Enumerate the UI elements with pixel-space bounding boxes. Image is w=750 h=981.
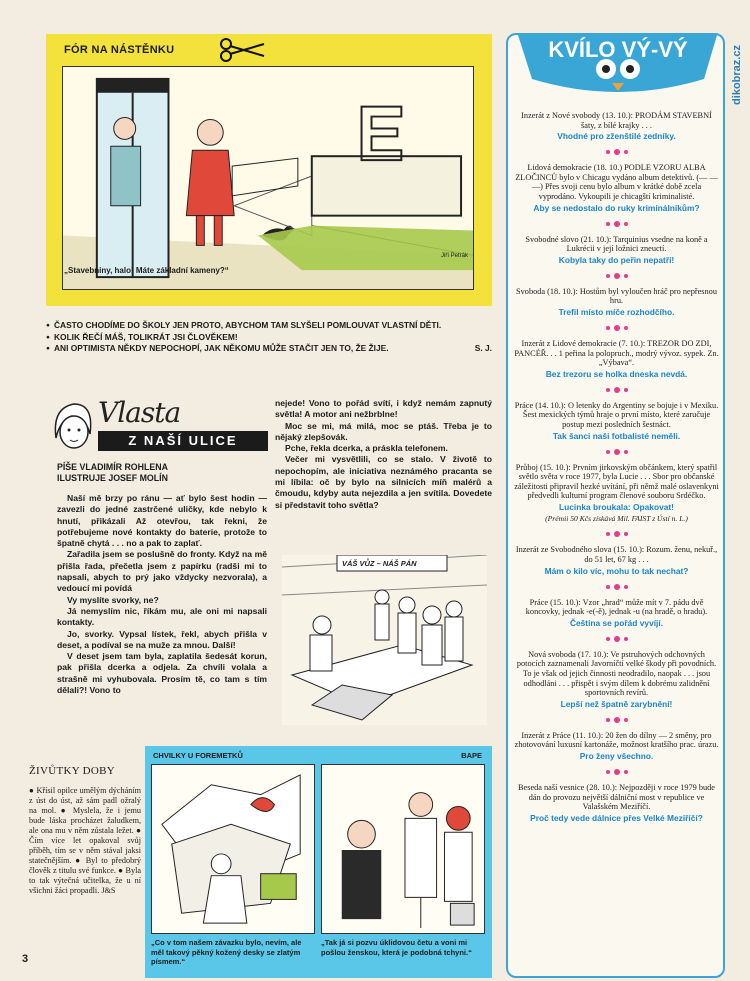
chvilky-title: CHVILKY U FOREMETKŮ (153, 751, 243, 760)
zivutky-signature: J&S (101, 886, 116, 895)
sidebar-entries (514, 111, 719, 823)
dot-icon (614, 636, 620, 642)
byline-illustrator: ILUSTRUJE JOSEF MOLÍN (57, 473, 168, 483)
dot-icon (614, 531, 620, 537)
quote-item: ● ČASTO CHODÍME DO ŠKOLY JEN PROTO, ABYCHOM TAM SLYŠELI POMLOUVAT VLASTNÍ DĚTI. (46, 320, 492, 332)
artist-signature: Jiří Petrák (440, 253, 468, 259)
entry-lead: Práce (15. 10.): Vzor „hrad“ může mít v 7. pádu dvě koncovky, jednak -e(-ě), jednak -u (na hradě, o hradu). (525, 597, 708, 617)
entry-note: (Prémii 50 Kčs získává Mil. FAIST z Ústí n. L.) (545, 513, 688, 523)
dot-icon (606, 532, 610, 536)
entry-separator (514, 141, 719, 163)
sidebar-head-title: KVÍLO VÝ-VÝ (548, 37, 688, 62)
bullet-icon: ● (60, 806, 73, 815)
fnn-title: FÓR NA NÁSTĚNKU (64, 44, 175, 56)
sidebar-header-logo (518, 35, 717, 99)
entry-separator (514, 441, 719, 463)
dot-icon (606, 388, 610, 392)
dot-icon (614, 387, 620, 393)
entry-separator (514, 761, 719, 783)
watermark (729, 30, 745, 120)
sidebar-entry (514, 235, 719, 265)
entry-lead: Průboj (15. 10.): Prvním jirkovským občánkem, který spatřil světlo světa v roce 1977, byla Lucie . . . Sbor pro občanské záležitosti připravil hezké uvítání, při němž malé oslavenkyni předvedli kulturní program členové souboru Srdéčko. (514, 462, 719, 501)
story-paragraph: Vy myslíte svorky, ne? (67, 594, 159, 605)
bullet-icon: ● (118, 866, 126, 875)
dot-icon (614, 149, 620, 155)
quote-item: ● ANI OPTIMISTA NĚKDY NEPOCHOPÍ, JAK NĚKOMU MŮŽE STAČIT JEN TO, ŽE ŽIJE. (46, 343, 492, 355)
dot-icon (624, 222, 628, 226)
dot-icon (606, 718, 610, 722)
entry-lead: Nová svoboda (17. 10.): Ve pstruhových odchovných potocích zaznamenali Javorníčtí velké škody při povodních. To je však od jejich činnosti neodradilo, naopak . . . jsou odhodláni . . . přispět i svým dílem k dobrému zalidnění sportovních revírů. (516, 649, 717, 698)
zivutky-text (29, 786, 141, 896)
cartoon-caption: „Stavebniny, halo! Máte základní kameny?“ (64, 266, 229, 275)
vlasta-script-title: Vlasta (98, 396, 181, 429)
story-paragraph: Jo, svorky. Vypsal lístek, řekl, abych přišla v deset, a podíval se na muže za mnou. Další! (57, 628, 267, 650)
sidebar-entry (514, 339, 719, 379)
dot-icon (614, 717, 620, 723)
dot-icon (606, 585, 610, 589)
entry-headline: Mám o kilo víc, mohu to tak nechat? (544, 565, 689, 576)
dot-icon (624, 532, 628, 536)
sidebar-entry (514, 111, 719, 141)
entry-headline: Proč tedy vede dálnice přes Velké Meziříčí? (530, 812, 703, 823)
entry-lead: Svobodné slovo (21. 10.): Tarquinius vsedne na koně a Lukrécii v její ložnici zneuctí. (525, 234, 708, 254)
entry-headline: Lepší než špatně zarybnění! (560, 698, 673, 709)
entry-headline: Tak šanci naši fotbalisté neměli. (552, 430, 681, 441)
dot-icon (606, 450, 610, 454)
dot-icon (614, 221, 620, 227)
dot-icon (614, 449, 620, 455)
story-paragraph: Moc se mi, má milá, moc se ptáš. Třeba je to nějaký zlepšovák. (275, 420, 492, 442)
entry-lead: Inzerát ze Svobodného slova (15. 10.): Rozum. ženu, nekuř., do 51 let, 67 kg . . . (515, 545, 718, 565)
shop-sign: VÁŠ VŮZ – NÁŠ PÁN (342, 559, 417, 568)
entry-separator (514, 523, 719, 545)
bullet-icon: ● (75, 856, 86, 865)
sidebar-entry (514, 287, 719, 317)
dot-icon (624, 150, 628, 154)
story-paragraph: Zařadila jsem se poslušně do fronty. Když na mě přišla řada, přečetla jsem z papírku (radši mi to napsali, abych to prý jako vždycky nezvorala), a vedoucí mi povídá (57, 549, 267, 594)
dot-icon (624, 274, 628, 278)
quote-item: ● KOLIK ŘEČÍ MÁŠ, TOLIKRÁT JSI ČLOVĚKEM! (46, 332, 492, 344)
dot-icon (624, 326, 628, 330)
dot-icon (606, 637, 610, 641)
sidebar-entry (514, 463, 719, 524)
entry-separator (514, 213, 719, 235)
story-paragraph: Naší mě brzy po ránu — ať bylo šest hodin — zavezli do jedné zastrčené uličky, kde nebylo k hnutí, přikázali Až otevřou, tak řekni, že potřebujeme nové kontakty do baterie, protože to špatně chytá . . . no a pak to zaplať. (57, 493, 267, 549)
dot-icon (624, 770, 628, 774)
chvilky-caption-left: „Co v tom našem závazku bylo, nevím, ale měl takový pěkný kožený desky se zlatým písmem.“ (151, 938, 302, 966)
sidebar-entry (514, 650, 719, 709)
dot-icon (606, 326, 610, 330)
entry-lead: Inzerát z Nové svobody (13. 10.): PRODÁM STAVEBNÍ šaty, z bílé krajky . . . (521, 111, 712, 130)
dot-icon (614, 769, 620, 775)
sidebar-entry (514, 545, 719, 575)
zivutky-item: Byl to předobrý člověk z titulu své funkce. (29, 856, 141, 875)
sidebar-entry (514, 163, 719, 212)
entry-headline: Trefil místo míče rozhodčího. (558, 306, 675, 317)
entry-headline: Lucinka broukala: Opakovat! (559, 501, 674, 512)
entry-lead: Beseda naší vesnice (28. 10.): Nejpozději v roce 1979 bude dán do provozu největší dálniční most v republice ve Valašském Meziříčí. (518, 783, 715, 812)
sidebar-entry (514, 783, 719, 823)
chvilky-signature: BAPE (461, 751, 482, 760)
story-paragraph: Večer mi vysvětlili, co se stalo. V životě to nepochopím, ale iniciativa neznámého pracanta se mi líbila: oč by bylo na silnicích míň malérů a čmoudu, kdyby auta nejezdila a jen svítila. Dovedete si představit toho světla? (275, 454, 492, 510)
entry-headline: Kobyla taky do peřin nepatří! (558, 254, 675, 265)
entry-separator (514, 265, 719, 287)
dot-icon (606, 222, 610, 226)
entry-lead: Inzerát z Lidové demokracie (7. 10.): TREZOR DO ZDI, PANCÉŘ. . . 1 peřina la polopruch., modrý vývoz. sypek. Zn. „Výbava“. (514, 338, 719, 368)
dot-icon (614, 325, 620, 331)
entry-lead: Práce (14. 10.): O letenky do Argentiny se bojuje i v Mexiku. Šest mexických týmů hraje o první místo, které zaručuje postup mezi posledních šestnáct. (514, 400, 719, 429)
dot-icon (614, 273, 620, 279)
story-paragraph: Pche, řekla dcerka, a práskla telefonem. (285, 443, 448, 454)
sidebar-entry (514, 598, 719, 628)
chvilky-caption-right: „Tak já si pozvu úklidovou četu a voni mi pošlou ženskou, která je podobná tchyni.“ (321, 938, 472, 957)
watermark-text: dikobraz.cz (731, 45, 743, 105)
zivutky-item: Byla to tak výtečná učitelka, že u ní všichni žáci propadli. (29, 866, 141, 895)
story-column-1 (57, 493, 267, 696)
quotes-block (46, 320, 492, 355)
story-paragraph: Já nemyslím nic, říkám mu, ale oni mi napsali kontakty. (57, 605, 267, 628)
entry-lead: Lidová demokracie (18. 10.) PODLE VZORU ALBA ZLOČINCŮ bylo v Chicagu vydáno album detektivů. (— — —) Přes svoji cenu bylo album v krátké době zcela vyprodáno. Vykoupili je chicagští kriminalisté. (515, 163, 718, 201)
entry-headline: Aby se nedostalo do ruky kriminálníkům? (533, 202, 700, 213)
byline (57, 462, 168, 484)
dot-icon (606, 770, 610, 774)
zivutky-item: Myslela, že i jemu bude láska procházet žaludkem, ale ona mu v něm zůstala ležet. (29, 806, 141, 835)
zivutky-item: Čím více let opakoval svůj příběh, tím se v něm stával jaksi statečnějším. (29, 836, 141, 865)
dot-icon (606, 274, 610, 278)
entry-separator (514, 576, 719, 598)
entry-headline: Čeština se pořád vyvíjí. (569, 617, 664, 628)
service-queue-cartoon (282, 555, 487, 725)
sidebar-entry (514, 731, 719, 761)
zivutky-title: ŽIVŮTKY DOBY (29, 765, 115, 777)
z-nasi-ulice-banner: Z NAŠÍ ULICE (98, 431, 268, 451)
dot-icon (624, 718, 628, 722)
scissors-icon (218, 38, 268, 62)
quotes-signature: S. J. (474, 343, 492, 353)
sidebar-entry (514, 401, 719, 441)
bullet-icon: ● (136, 826, 142, 835)
dot-icon (624, 637, 628, 641)
entry-headline: Pro ženy všechno. (579, 751, 654, 761)
chvilky-box (145, 746, 492, 978)
dot-icon (624, 450, 628, 454)
entry-headline: Bez trezoru se holka dneska nevdá. (545, 368, 688, 379)
chvilky-panel-left (151, 764, 315, 934)
story-column-2 (275, 398, 492, 511)
entry-lead: Inzerát z Práce (11. 10.): 20 žen do dílny — 2 směny, pro zhotovování luxusní kartonáže, možnost kratšího prac. úrazu. (514, 730, 719, 750)
woman-face-icon (50, 398, 96, 454)
zivutky-item: Křísil opilce umělým dýcháním z úst do úst, až sám padl ožralý na mol. (29, 786, 141, 815)
dot-icon (624, 585, 628, 589)
entry-separator (514, 628, 719, 650)
story-paragraph: V deset jsem tam byla, zaplatila šedesát korun, pak přišla dcerka a odjela. Za chvíli volala a strašně mi vyhubovala. Prosím tě, co tam s tím dělali?! Vono to (57, 651, 267, 696)
phone-booth-cartoon (62, 66, 474, 290)
entry-lead: Svoboda (18. 10.): Hostům byl vyloučen hráč pro nepřesnou hru. (516, 286, 717, 306)
for-na-nastenku-box (46, 34, 492, 306)
dot-icon (614, 584, 620, 590)
page-number: 3 (22, 953, 29, 965)
entry-separator (514, 709, 719, 731)
bullet-icon: ● (29, 786, 37, 795)
dot-icon (606, 150, 610, 154)
entry-separator (514, 317, 719, 339)
entry-headline: Vhodné pro zženštilé zedníky. (557, 131, 676, 142)
sidebar-column (506, 33, 725, 978)
entry-separator (514, 379, 719, 401)
chvilky-panel-right (321, 764, 485, 934)
byline-author: PÍŠE VLADIMÍR ROHLENA (57, 462, 168, 472)
dot-icon (624, 388, 628, 392)
vlasta-logo (50, 396, 270, 456)
story-paragraph: nejede! Vono to pořád svítí, i když nemám zapnutý světla! A motor ani nežbrblne! (275, 398, 492, 420)
